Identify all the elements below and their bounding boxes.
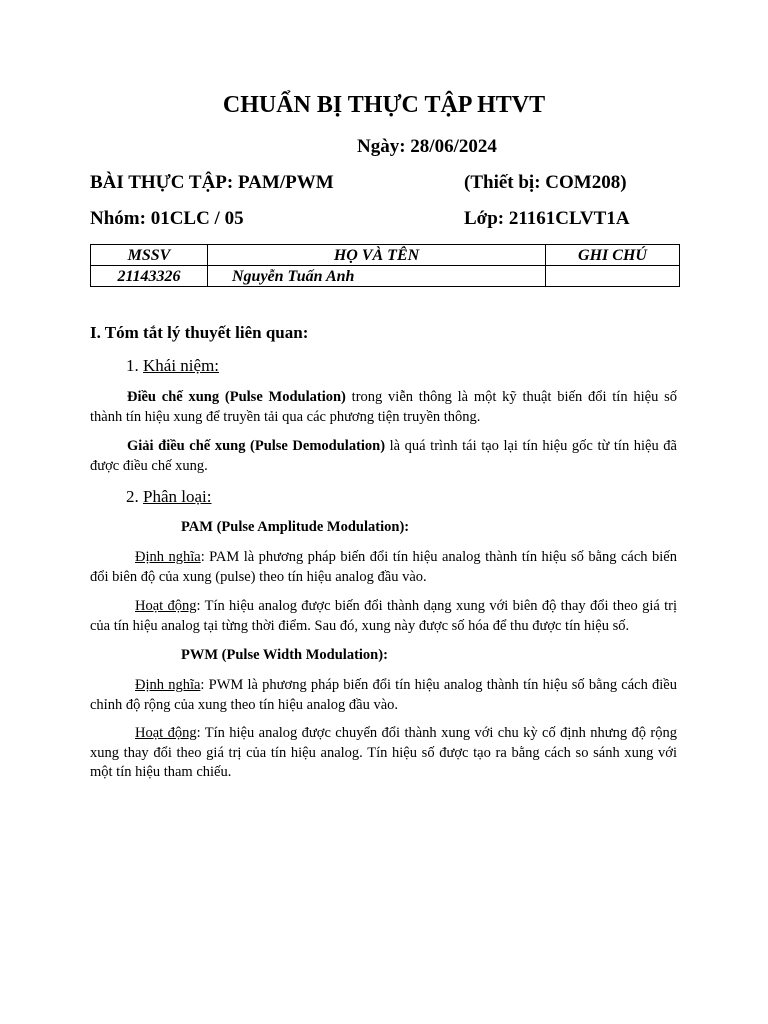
paragraph-text: : Tín hiệu analog được biến đổi thành dạng xung với biên độ thay đổi theo giá trị của tín hiệu analog tại từng thời điểm. Sau đó, xung này được số hóa để thu được tín hiệu số. [90,598,678,634]
subsection-title: Phân loại: [143,487,212,506]
cell-mssv: 21143326 [91,266,208,287]
cell-note [546,266,680,287]
paragraph-text: : Tín hiệu analog được chuyển đổi thành xung với chu kỳ cố định nhưng độ rộng xung thay đổi theo giá trị của tín hiệu analog. Tín hiệu số được tạo ra bằng cách so sánh xung với một tín hiệu tham chiếu. [90,725,678,780]
members-table [90,244,680,287]
class-label: Lớp: 21161CLVT1A [464,208,630,229]
table-header-row [91,245,680,266]
subsection-heading-concepts [126,356,219,376]
column-header-mssv: MSSV [91,245,208,266]
paragraph-pwm-operation [90,724,677,783]
paragraph-pulse-modulation [90,388,677,427]
paragraph-text: : PWM là phương pháp biến đổi tín hiệu analog thành tín hiệu số bằng cách điều chỉnh độ rộng của xung theo tín hiệu analog đầu vào. [90,677,677,713]
label-definition: Định nghĩa [135,677,201,693]
table-row [91,266,680,287]
paragraph-pulse-demodulation [90,437,677,476]
subsection-number: 1. [126,356,139,375]
device-label: (Thiết bị: COM208) [464,172,627,193]
paragraph-pam-definition [90,548,677,587]
label-operation: Hoạt động [135,598,197,614]
section-heading-theory: I. Tóm tắt lý thuyết liên quan: [90,323,309,342]
label-operation: Hoạt động [135,725,197,741]
paragraph-text: là quá trình tái tạo lại tín hiệu gốc từ tín hiệu đã được điều chế xung. [90,438,677,474]
paragraph-pam-operation [90,597,677,636]
subsection-title: Khái niệm: [143,356,220,375]
lab-title: BÀI THỰC TẬP: PAM/PWM [90,172,334,193]
paragraph-text: trong viễn thông là một kỹ thuật biến đổi tín hiệu số thành tín hiệu xung để truyền tải qua các phương tiện truyền thông. [90,389,678,425]
column-header-note: GHI CHÚ [546,245,680,266]
document-title: CHUẨN BỊ THỰC TẬP HTVT [222,92,546,118]
label-definition: Định nghĩa [135,549,201,565]
document-date: Ngày: 28/06/2024 [357,136,497,157]
term-pulse-modulation: Điều chế xung (Pulse Modulation) [127,389,346,405]
term-pulse-demodulation: Giải điều chế xung (Pulse Demodulation) [127,438,386,454]
pam-heading: PAM (Pulse Amplitude Modulation): [181,519,410,535]
pwm-heading: PWM (Pulse Width Modulation): [181,647,388,663]
group-label: Nhóm: 01CLC / 05 [90,208,244,229]
cell-name: Nguyễn Tuấn Anh [208,266,546,287]
paragraph-pwm-definition [90,676,677,715]
subsection-heading-classification [126,487,211,507]
subsection-number: 2. [126,487,139,506]
paragraph-text: : PAM là phương pháp biến đổi tín hiệu analog thành tín hiệu số bằng cách biến đổi biên độ của xung (pulse) theo tín hiệu analog đầu vào. [90,549,677,585]
column-header-name: HỌ VÀ TÊN [208,245,546,266]
